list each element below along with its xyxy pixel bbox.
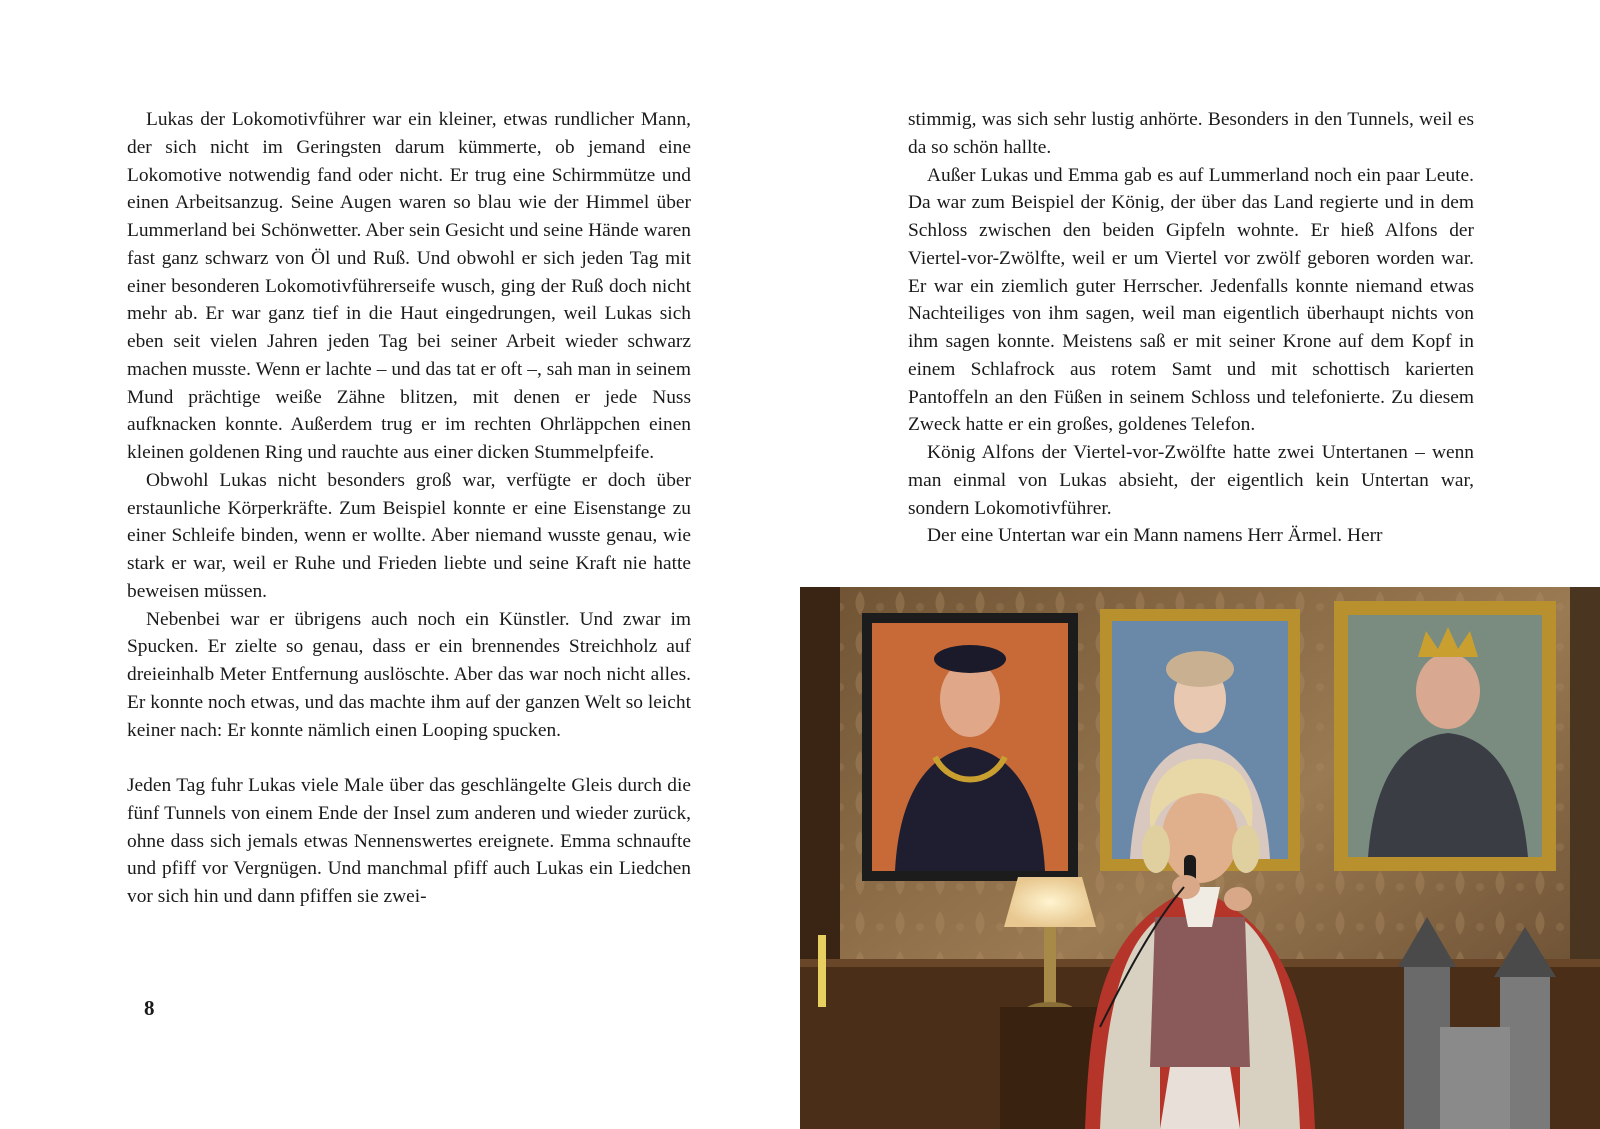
paragraph: Obwohl Lukas nicht besonders groß war, verfügte er doch über erstaunliche Körperkräfte. Zum Beispiel konnte er eine Eisenstange zu einer Schleife binden, wenn er wollte. Aber niemand wusste genau, wie stark er war, weil er Ruhe und Frieden liebte und seine Kraft nie hatte beweisen müssen. [127, 469, 691, 602]
king-photo-illustration [800, 587, 1600, 1129]
paragraph: stimmig, was sich sehr lustig anhörte. Besonders in den Tunnels, weil es da so schön hallte. [908, 109, 1474, 158]
paragraph: Außer Lukas und Emma gab es auf Lummerland noch ein paar Leute. Da war zum Beispiel der König, der über das Land regierte und in dem Schloss zwischen den beiden Gipfeln wohnte. Er hieß Alfons der Viertel-vor-Zwölfte, weil er um Viertel vor zwölf geboren worden war. Er war ein ziemlich guter Herrscher. Jedenfalls konnte niemand etwas Nachteiliges von ihm sagen, weil man eigentlich überhaupt nichts von ihm sagen konnte. Meistens saß er mit seiner Krone auf dem Kopf in einem Schlafrock aus rotem Samt und mit schottisch karierten Pantoffeln an den Füßen in seinem Schloss und telefonierte. Zu diesem Zweck hatte er ein großes, goldenes Telefon. [908, 164, 1474, 436]
page-number: 8 [144, 996, 155, 1020]
paragraph: Lukas der Lokomotivführer war ein kleiner, etwas rundlicher Mann, der sich nicht im Geringsten darum kümmerte, ob jemand eine Lokomotive notwendig fand oder nicht. Er trug eine Schirmmütze und einen Arbeitsanzug. Seine Augen waren so blau wie der Himmel über Lummerland bei Schönwetter. Aber sein Gesicht und seine Hände waren fast ganz schwarz von Öl und Ruß. Und obwohl er sich jeden Tag mit einer besonderen Lokomotivführerseife wusch, ging der Ruß doch nicht mehr ab. Er war ganz tief in die Haut eingedrungen, weil Lukas sich eben seit vielen Jahren jeden Tag bei seiner Arbeit wieder schwarz machen musste. Wenn er lachte – und das tat er oft –, sah man in seinem Mund prächtige weiße Zähne blitzen, mit denen er jede Nuss aufknacken konnte. Außerdem trug er im rechten Ohrläppchen einen kleinen goldenen Ring und rauchte aus einer dicken Stummelpfeife. [127, 109, 691, 463]
right-text-column [908, 106, 1474, 550]
paragraph: Jeden Tag fuhr Lukas viele Male über das geschlängelte Gleis durch die fünf Tunnels von einem Ende der Insel zum anderen und wieder zurück, ohne dass sich jemals etwas Nennenswertes ereignete. Emma schnaufte und pfiff vor Vergnügen. Und manchmal pfiff auch Lukas ein Liedchen vor sich hin und dann pfiffen sie zwei- [127, 775, 691, 907]
paragraph: Der eine Untertan war ein Mann namens Herr Ärmel. Herr [927, 525, 1383, 547]
left-text-column [127, 106, 691, 911]
paragraph: König Alfons der Viertel-vor-Zwölfte hatte zwei Untertanen – wenn man einmal von Lukas absieht, der eigentlich kein Untertan war, sondern Lokomotivführer. [908, 442, 1474, 519]
paragraph: Nebenbei war er übrigens auch noch ein Künstler. Und zwar im Spucken. Er zielte so genau, dass er ein brennendes Streichholz auf dreieinhalb Meter Entfernung auslöschte. Aber das war noch nicht alles. Er konnte noch etwas, und das machte ihm auf der ganzen Welt so leicht keiner nach: Er konnte nämlich einen Looping spucken. [127, 608, 691, 741]
